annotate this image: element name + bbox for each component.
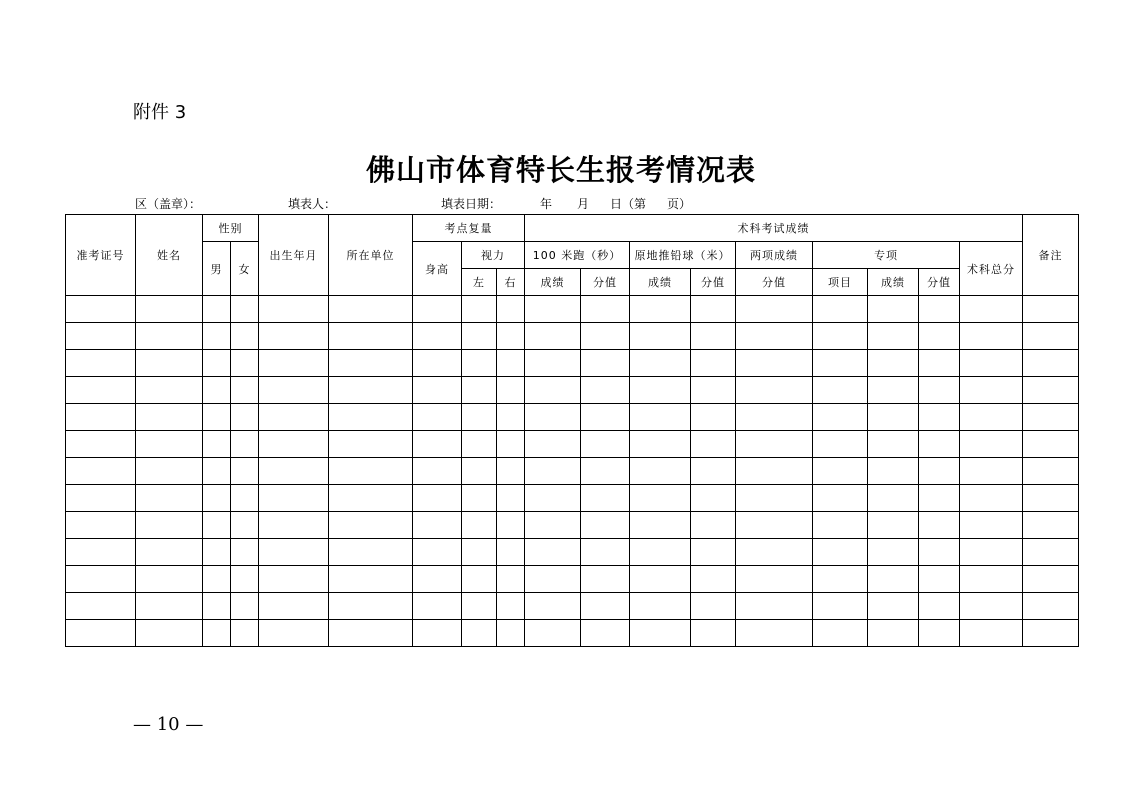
- table-cell[interactable]: [736, 512, 813, 539]
- table-cell[interactable]: [960, 323, 1023, 350]
- table-cell[interactable]: [259, 431, 329, 458]
- table-row: [66, 431, 1079, 458]
- table-cell[interactable]: [630, 377, 691, 404]
- table-cell[interactable]: [868, 350, 919, 377]
- header-run-result: 成绩: [525, 269, 581, 296]
- table-cell[interactable]: [581, 404, 630, 431]
- header-run-points: 分值: [581, 269, 630, 296]
- table-cell[interactable]: [581, 431, 630, 458]
- table-cell[interactable]: [868, 620, 919, 647]
- table-cell[interactable]: [630, 431, 691, 458]
- header-vision-left: 左: [462, 269, 497, 296]
- table-cell[interactable]: [136, 350, 203, 377]
- table-cell[interactable]: [203, 377, 231, 404]
- table-cell[interactable]: [813, 566, 868, 593]
- table-cell[interactable]: [231, 458, 259, 485]
- table-cell[interactable]: [691, 458, 736, 485]
- table-cell[interactable]: [691, 323, 736, 350]
- district-label: 区（盖章）：: [135, 197, 202, 211]
- table-row: [66, 323, 1079, 350]
- table-cell[interactable]: [329, 539, 413, 566]
- table-cell[interactable]: [203, 323, 231, 350]
- table-cell[interactable]: [231, 593, 259, 620]
- table-cell[interactable]: [960, 431, 1023, 458]
- header-shot-put: 原地推铅球（米）: [630, 242, 736, 269]
- table-cell[interactable]: [1023, 512, 1079, 539]
- table-cell[interactable]: [691, 296, 736, 323]
- table-cell[interactable]: [691, 350, 736, 377]
- table-cell[interactable]: [525, 620, 581, 647]
- table-cell[interactable]: [462, 620, 497, 647]
- table-cell[interactable]: [960, 512, 1023, 539]
- header-vision-right: 右: [497, 269, 525, 296]
- table-cell[interactable]: [497, 539, 525, 566]
- table-cell[interactable]: [960, 485, 1023, 512]
- table-cell[interactable]: [329, 620, 413, 647]
- table-cell[interactable]: [259, 296, 329, 323]
- table-cell[interactable]: [736, 431, 813, 458]
- table-cell[interactable]: [413, 377, 462, 404]
- table-cell[interactable]: [231, 512, 259, 539]
- table-cell[interactable]: [259, 512, 329, 539]
- table-cell[interactable]: [259, 485, 329, 512]
- header-two-items-points: 分值: [736, 269, 813, 296]
- table-cell[interactable]: [630, 350, 691, 377]
- table-cell[interactable]: [462, 431, 497, 458]
- table-cell[interactable]: [919, 323, 960, 350]
- table-cell[interactable]: [1023, 377, 1079, 404]
- table-cell[interactable]: [1023, 431, 1079, 458]
- table-cell[interactable]: [66, 593, 136, 620]
- table-row: [66, 377, 1079, 404]
- table-cell[interactable]: [960, 539, 1023, 566]
- table-cell[interactable]: [525, 593, 581, 620]
- table-cell[interactable]: [581, 539, 630, 566]
- day-page-label: 日（第: [610, 197, 647, 211]
- table-cell[interactable]: [525, 485, 581, 512]
- table-cell[interactable]: [203, 566, 231, 593]
- attachment-label: 附件 3: [133, 102, 187, 123]
- table-cell[interactable]: [203, 431, 231, 458]
- table-cell[interactable]: [868, 431, 919, 458]
- table-cell[interactable]: [736, 323, 813, 350]
- table-cell[interactable]: [136, 593, 203, 620]
- table-cell[interactable]: [630, 458, 691, 485]
- table-cell[interactable]: [259, 377, 329, 404]
- table-cell[interactable]: [736, 593, 813, 620]
- table-cell[interactable]: [259, 350, 329, 377]
- table-cell[interactable]: [203, 296, 231, 323]
- table-cell[interactable]: [497, 350, 525, 377]
- table-row: [66, 404, 1079, 431]
- table-cell[interactable]: [329, 566, 413, 593]
- table-cell[interactable]: [66, 350, 136, 377]
- table-cell[interactable]: [231, 404, 259, 431]
- table-cell[interactable]: [136, 458, 203, 485]
- table-cell[interactable]: [413, 296, 462, 323]
- header-unit: 所在单位: [329, 215, 413, 296]
- header-shot-points: 分值: [691, 269, 736, 296]
- table-cell[interactable]: [203, 593, 231, 620]
- table-cell[interactable]: [413, 539, 462, 566]
- table-cell[interactable]: [66, 431, 136, 458]
- table-cell[interactable]: [630, 512, 691, 539]
- table-cell[interactable]: [413, 323, 462, 350]
- table-cell[interactable]: [231, 431, 259, 458]
- table-cell[interactable]: [868, 296, 919, 323]
- header-special: 专项: [813, 242, 960, 269]
- header-vision: 视力: [462, 242, 525, 269]
- table-cell[interactable]: [413, 404, 462, 431]
- table-cell[interactable]: [525, 512, 581, 539]
- table-cell[interactable]: [136, 539, 203, 566]
- table-cell[interactable]: [691, 539, 736, 566]
- table-cell[interactable]: [66, 566, 136, 593]
- page-title: 佛山市体育特长生报考情况表: [365, 153, 756, 187]
- table-cell[interactable]: [813, 404, 868, 431]
- table-cell[interactable]: [630, 566, 691, 593]
- header-run100: 100 米跑（秒）: [525, 242, 630, 269]
- table-cell[interactable]: [813, 431, 868, 458]
- table-row: [66, 593, 1079, 620]
- table-cell[interactable]: [919, 350, 960, 377]
- table-cell[interactable]: [259, 566, 329, 593]
- table-cell[interactable]: [691, 404, 736, 431]
- table-cell[interactable]: [919, 458, 960, 485]
- table-cell[interactable]: [136, 296, 203, 323]
- table-cell[interactable]: [231, 620, 259, 647]
- table-cell[interactable]: [630, 296, 691, 323]
- header-gender: 性别: [203, 215, 259, 242]
- table-cell[interactable]: [231, 485, 259, 512]
- table-cell[interactable]: [919, 539, 960, 566]
- table-cell[interactable]: [868, 377, 919, 404]
- table-cell[interactable]: [1023, 566, 1079, 593]
- table-row: [66, 512, 1079, 539]
- table-cell[interactable]: [630, 323, 691, 350]
- table-cell[interactable]: [525, 404, 581, 431]
- table-cell[interactable]: [462, 458, 497, 485]
- table-cell[interactable]: [736, 377, 813, 404]
- table-cell[interactable]: [919, 566, 960, 593]
- table-cell[interactable]: [919, 512, 960, 539]
- table-cell[interactable]: [259, 404, 329, 431]
- table-cell[interactable]: [413, 350, 462, 377]
- table-cell[interactable]: [497, 458, 525, 485]
- table-row: [66, 296, 1079, 323]
- table-cell[interactable]: [919, 431, 960, 458]
- filler-label: 填表人：: [288, 197, 337, 211]
- table-cell[interactable]: [691, 593, 736, 620]
- table-cell[interactable]: [919, 485, 960, 512]
- table-cell[interactable]: [66, 485, 136, 512]
- table-body: [66, 296, 1079, 647]
- table-cell[interactable]: [1023, 458, 1079, 485]
- table-cell[interactable]: [66, 458, 136, 485]
- table-cell[interactable]: [136, 377, 203, 404]
- table-cell[interactable]: [1023, 593, 1079, 620]
- table-cell[interactable]: [630, 404, 691, 431]
- table-cell[interactable]: [813, 512, 868, 539]
- table-cell[interactable]: [960, 566, 1023, 593]
- table-cell[interactable]: [581, 566, 630, 593]
- table-cell[interactable]: [497, 593, 525, 620]
- table-row: [66, 458, 1079, 485]
- header-male: 男: [203, 242, 231, 296]
- table-cell[interactable]: [329, 377, 413, 404]
- table-cell[interactable]: [960, 620, 1023, 647]
- table-cell[interactable]: [231, 296, 259, 323]
- table-cell[interactable]: [329, 350, 413, 377]
- table-cell[interactable]: [813, 539, 868, 566]
- table-cell[interactable]: [497, 431, 525, 458]
- table-cell[interactable]: [413, 431, 462, 458]
- table-cell[interactable]: [525, 566, 581, 593]
- header-skill-scores: 术科考试成绩: [525, 215, 1023, 242]
- table-cell[interactable]: [497, 323, 525, 350]
- table-cell[interactable]: [497, 404, 525, 431]
- table-cell[interactable]: [736, 485, 813, 512]
- table-cell[interactable]: [813, 485, 868, 512]
- table-cell[interactable]: [868, 593, 919, 620]
- table-cell[interactable]: [691, 566, 736, 593]
- table-cell[interactable]: [497, 566, 525, 593]
- table-cell[interactable]: [525, 377, 581, 404]
- table-cell[interactable]: [960, 377, 1023, 404]
- header-remarks: 备注: [1023, 215, 1079, 296]
- header-special-points: 分值: [919, 269, 960, 296]
- table-cell[interactable]: [462, 404, 497, 431]
- table-cell[interactable]: [413, 458, 462, 485]
- table-cell[interactable]: [1023, 539, 1079, 566]
- table-cell[interactable]: [462, 485, 497, 512]
- year-label: 年: [540, 197, 553, 211]
- table-cell[interactable]: [630, 593, 691, 620]
- header-two-items: 两项成绩: [736, 242, 813, 269]
- table-cell[interactable]: [66, 539, 136, 566]
- table-cell[interactable]: [581, 296, 630, 323]
- table-row: [66, 539, 1079, 566]
- table-cell[interactable]: [136, 566, 203, 593]
- table-cell[interactable]: [919, 404, 960, 431]
- table-cell[interactable]: [136, 485, 203, 512]
- table-row: [66, 485, 1079, 512]
- page-close-label: 页）: [667, 197, 692, 211]
- table-cell[interactable]: [497, 620, 525, 647]
- table-cell[interactable]: [1023, 485, 1079, 512]
- header-recheck: 考点复量: [413, 215, 525, 242]
- table-cell[interactable]: [497, 377, 525, 404]
- table-cell[interactable]: [203, 404, 231, 431]
- header-shot-result: 成绩: [630, 269, 691, 296]
- table-cell[interactable]: [259, 539, 329, 566]
- table-row: [66, 620, 1079, 647]
- table-cell[interactable]: [497, 296, 525, 323]
- table-cell[interactable]: [1023, 620, 1079, 647]
- table-cell[interactable]: [736, 458, 813, 485]
- table-cell[interactable]: [203, 485, 231, 512]
- table-cell[interactable]: [919, 593, 960, 620]
- table-cell[interactable]: [203, 620, 231, 647]
- table-cell[interactable]: [919, 296, 960, 323]
- table-cell[interactable]: [960, 350, 1023, 377]
- table-cell[interactable]: [813, 620, 868, 647]
- table-cell[interactable]: [259, 323, 329, 350]
- table-cell[interactable]: [581, 593, 630, 620]
- table-cell[interactable]: [1023, 323, 1079, 350]
- table-cell[interactable]: [462, 512, 497, 539]
- table-cell[interactable]: [413, 593, 462, 620]
- table-cell[interactable]: [231, 377, 259, 404]
- table-cell[interactable]: [736, 620, 813, 647]
- table-cell[interactable]: [413, 485, 462, 512]
- table-cell[interactable]: [813, 377, 868, 404]
- table-cell[interactable]: [329, 404, 413, 431]
- table-cell[interactable]: [581, 620, 630, 647]
- table-cell[interactable]: [329, 512, 413, 539]
- table-cell[interactable]: [329, 431, 413, 458]
- table-cell[interactable]: [66, 404, 136, 431]
- table-cell[interactable]: [462, 539, 497, 566]
- table-cell[interactable]: [630, 485, 691, 512]
- table-cell[interactable]: [960, 404, 1023, 431]
- table-cell[interactable]: [203, 539, 231, 566]
- table-cell[interactable]: [581, 377, 630, 404]
- header-name: 姓名: [136, 215, 203, 296]
- table-cell[interactable]: [960, 593, 1023, 620]
- header-special-result: 成绩: [868, 269, 919, 296]
- table-cell[interactable]: [691, 620, 736, 647]
- table-cell[interactable]: [581, 458, 630, 485]
- table-cell[interactable]: [691, 485, 736, 512]
- table-cell[interactable]: [1023, 404, 1079, 431]
- table-cell[interactable]: [960, 296, 1023, 323]
- table-cell[interactable]: [413, 566, 462, 593]
- table-cell[interactable]: [813, 458, 868, 485]
- table-cell[interactable]: [736, 296, 813, 323]
- table-cell[interactable]: [691, 431, 736, 458]
- table-cell[interactable]: [136, 404, 203, 431]
- header-exam-no: 准考证号: [66, 215, 136, 296]
- table-cell[interactable]: [203, 512, 231, 539]
- table-cell[interactable]: [462, 296, 497, 323]
- header-female: 女: [231, 242, 259, 296]
- table-cell[interactable]: [203, 350, 231, 377]
- table-cell[interactable]: [691, 512, 736, 539]
- table-cell[interactable]: [868, 458, 919, 485]
- month-label: 月: [577, 197, 590, 211]
- table-row: [66, 350, 1079, 377]
- table-cell[interactable]: [203, 458, 231, 485]
- table-cell[interactable]: [525, 323, 581, 350]
- page-number: — 10 —: [133, 714, 204, 735]
- table-cell[interactable]: [691, 377, 736, 404]
- table-cell[interactable]: [813, 593, 868, 620]
- table-cell[interactable]: [136, 431, 203, 458]
- table-cell[interactable]: [231, 350, 259, 377]
- fill-date-label: 填表日期：: [441, 197, 502, 211]
- table-cell[interactable]: [259, 620, 329, 647]
- table-cell[interactable]: [497, 512, 525, 539]
- table-cell[interactable]: [462, 593, 497, 620]
- table-cell[interactable]: [525, 458, 581, 485]
- table-cell[interactable]: [868, 404, 919, 431]
- table-cell[interactable]: [462, 566, 497, 593]
- table-cell[interactable]: [525, 296, 581, 323]
- table-cell[interactable]: [581, 350, 630, 377]
- table-cell[interactable]: [581, 323, 630, 350]
- table-cell[interactable]: [66, 512, 136, 539]
- table-cell[interactable]: [329, 296, 413, 323]
- table-cell[interactable]: [581, 512, 630, 539]
- table-cell[interactable]: [868, 485, 919, 512]
- table-cell[interactable]: [868, 566, 919, 593]
- table-cell[interactable]: [136, 620, 203, 647]
- table-cell[interactable]: [868, 539, 919, 566]
- table-cell[interactable]: [66, 620, 136, 647]
- table-cell[interactable]: [868, 323, 919, 350]
- table-cell[interactable]: [66, 323, 136, 350]
- table-cell[interactable]: [736, 566, 813, 593]
- table-cell[interactable]: [630, 620, 691, 647]
- table-cell[interactable]: [630, 539, 691, 566]
- table-cell[interactable]: [136, 512, 203, 539]
- header-birth: 出生年月: [259, 215, 329, 296]
- table-row: [66, 566, 1079, 593]
- table-cell[interactable]: [231, 539, 259, 566]
- table-cell[interactable]: [919, 377, 960, 404]
- table-cell[interactable]: [868, 512, 919, 539]
- table-cell[interactable]: [462, 377, 497, 404]
- table-cell[interactable]: [329, 458, 413, 485]
- table-cell[interactable]: [66, 377, 136, 404]
- table-cell[interactable]: [413, 620, 462, 647]
- table-cell[interactable]: [462, 350, 497, 377]
- table-cell[interactable]: [1023, 296, 1079, 323]
- table-cell[interactable]: [525, 539, 581, 566]
- table-cell[interactable]: [736, 350, 813, 377]
- table-cell[interactable]: [813, 323, 868, 350]
- header-height: 身高: [413, 242, 462, 296]
- table-cell[interactable]: [329, 593, 413, 620]
- header-special-item: 项目: [813, 269, 868, 296]
- table-cell[interactable]: [231, 323, 259, 350]
- table-cell[interactable]: [736, 404, 813, 431]
- table-cell[interactable]: [960, 458, 1023, 485]
- table-cell[interactable]: [497, 485, 525, 512]
- table-cell[interactable]: [413, 512, 462, 539]
- table-cell[interactable]: [259, 593, 329, 620]
- table-cell[interactable]: [136, 323, 203, 350]
- table-cell[interactable]: [1023, 350, 1079, 377]
- table-cell[interactable]: [259, 458, 329, 485]
- table-cell[interactable]: [919, 620, 960, 647]
- table-cell[interactable]: [581, 485, 630, 512]
- table-cell[interactable]: [231, 566, 259, 593]
- header-skill-total: 术科总分: [960, 242, 1023, 296]
- table-cell[interactable]: [813, 350, 868, 377]
- registration-table: [65, 214, 1079, 647]
- table-cell[interactable]: [525, 350, 581, 377]
- table-cell[interactable]: [329, 485, 413, 512]
- table-cell[interactable]: [462, 323, 497, 350]
- table-cell[interactable]: [66, 296, 136, 323]
- table-cell[interactable]: [813, 296, 868, 323]
- table-cell[interactable]: [329, 323, 413, 350]
- table-cell[interactable]: [736, 539, 813, 566]
- table-cell[interactable]: [525, 431, 581, 458]
